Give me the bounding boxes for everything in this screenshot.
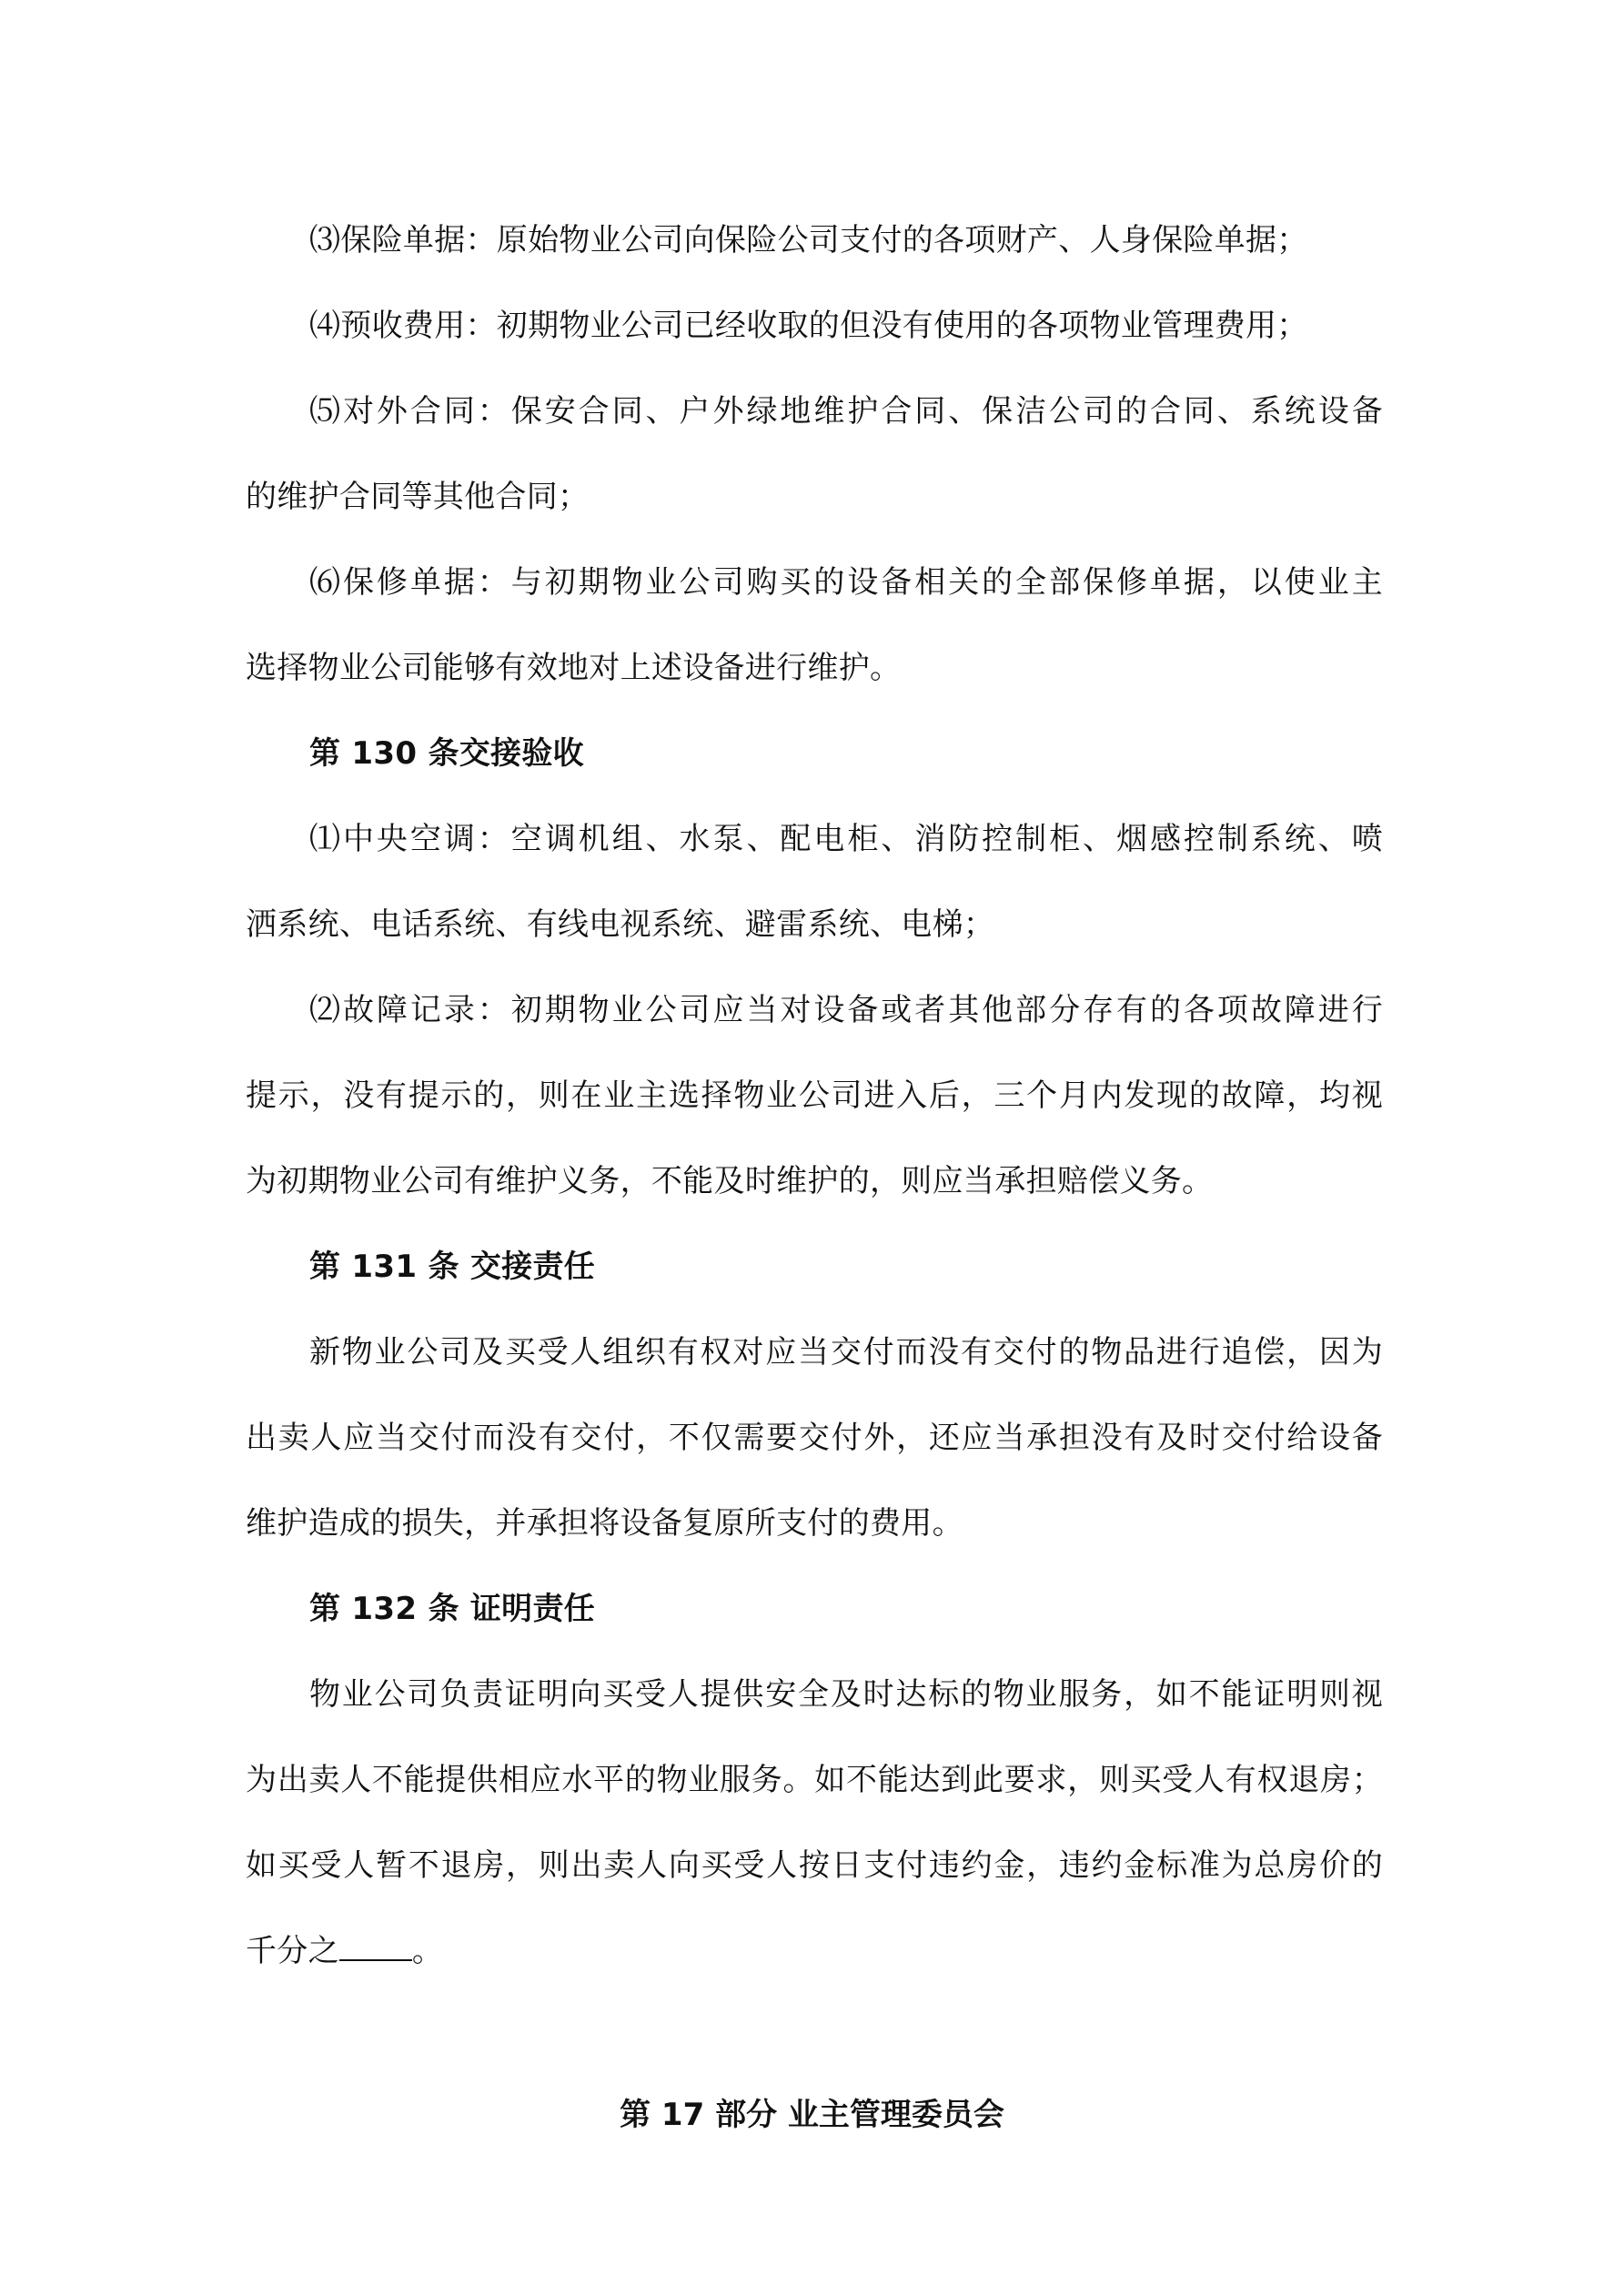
article-131-body-3: 维护造成的损失，并承担将设备复原所支付的费用。 — [246, 1505, 963, 1542]
article-132-body-1: 物业公司负责证明向买受人提供安全及时达标的物业服务，如不能证明则视 — [309, 1676, 1383, 1713]
clause-item-fault-record: ⑵故障记录：初期物业公司应当对设备或者其他部分存有的各项故障进行 — [309, 992, 1383, 1028]
clause-item-hvac-cont: 洒系统、电话系统、有线电视系统、避雷系统、电梯； — [246, 906, 995, 943]
fill-in-blank[interactable] — [339, 1932, 412, 1961]
clause-item-fault-record-cont-1: 提示，没有提示的，则在业主选择物业公司进入后，三个月内发现的故障，均视 — [246, 1077, 1383, 1114]
clause-item-warranty-cont: 选择物业公司能够有效地对上述设备进行维护。 — [246, 650, 902, 686]
clause-item-warranty: ⑹保修单据：与初期物业公司购买的设备相关的全部保修单据，以使业主 — [309, 564, 1383, 601]
clause-item-insurance: ⑶保险单据：原始物业公司向保险公司支付的各项财产、人身保险单据； — [309, 222, 1308, 258]
clause-item-hvac: ⑴中央空调：空调机组、水泵、配电柜、消防控制柜、烟感控制系统、喷 — [309, 821, 1383, 857]
article-132-heading: 第 132 条 证明责任 — [309, 1591, 596, 1627]
clause-item-external-contracts-cont: 的维护合同等其他合同； — [246, 479, 590, 515]
article-132-body-3: 如买受人暂不退房，则出卖人向买受人按日支付违约金，违约金标准为总房价的 — [246, 1847, 1383, 1884]
clause-item-fault-record-cont-2: 为初期物业公司有维护义务，不能及时维护的，则应当承担赔偿义务。 — [246, 1163, 1214, 1199]
clause-item-prepaid-fees: ⑷预收费用：初期物业公司已经收取的但没有使用的各项物业管理费用； — [309, 308, 1308, 344]
article-131-heading: 第 131 条 交接责任 — [309, 1249, 596, 1285]
article-131-body-1: 新物业公司及买受人组织有权对应当交付而没有交付的物品进行追偿，因为 — [309, 1334, 1383, 1371]
article-131-body-2: 出卖人应当交付而没有交付，不仅需要交付外，还应当承担没有及时交付给设备 — [246, 1420, 1383, 1456]
part-17-title: 第 17 部分 业主管理委员会 — [620, 2097, 1004, 2133]
article-132-body-2: 为出卖人不能提供相应水平的物业服务。如不能达到此要求，则买受人有权退房； — [246, 1762, 1383, 1798]
clause-item-external-contracts: ⑸对外合同：保安合同、户外绿地维护合同、保洁公司的合同、系统设备 — [309, 393, 1383, 430]
article-132-body-4-end: 。 — [411, 1933, 444, 1969]
article-130-heading: 第 130 条交接验收 — [309, 735, 584, 772]
article-132-body-4-text: 千分之 — [246, 1933, 339, 1969]
article-132-body-4 — [246, 1929, 1383, 1973]
